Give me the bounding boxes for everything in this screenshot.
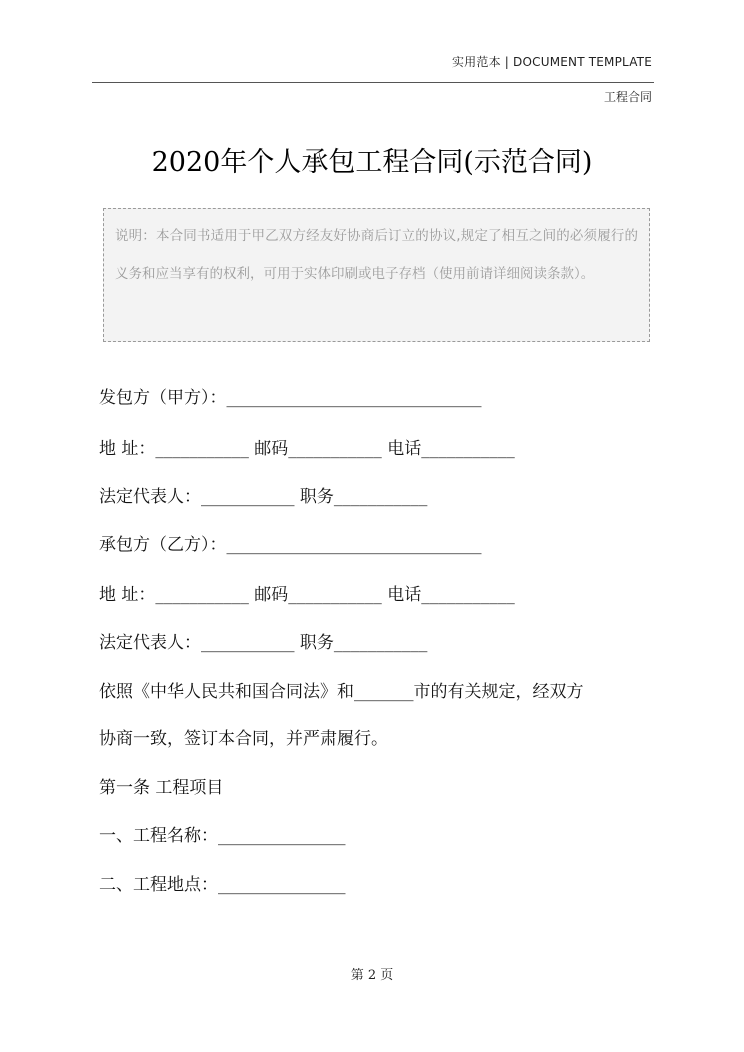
project-location-line: 二、工程地点：_______________ (99, 875, 346, 895)
party-b-address-line: 地 址：___________ 邮码___________ 电话___________ (99, 585, 515, 605)
party-a-address-line: 地 址：___________ 邮码___________ 电话___________ (99, 439, 515, 459)
header-divider (92, 82, 654, 83)
party-b-line: 承包方（乙方）：______________________________ (99, 535, 482, 555)
instruction-note-text: 说明：本合同书适用于甲乙双方经友好协商后订立的协议,规定了相互之间的必须履行的义务和应当享有的权利，可用于实体印刷或电子存档（使用前请详细阅读条款）。 (115, 228, 638, 282)
party-a-line: 发包方（甲方）：______________________________ (99, 388, 482, 408)
document-template-label: 实用范本 | DOCUMENT TEMPLATE (451, 55, 652, 69)
agreement-line: 协商一致，签订本合同，并严肃履行。 (99, 729, 388, 749)
page-number: 第 2 页 (350, 968, 394, 983)
legal-basis-line: 依照《中华人民共和国合同法》和_______市的有关规定，经双方 (99, 682, 584, 702)
project-name-line: 一、工程名称：_______________ (99, 826, 346, 846)
party-b-representative-line: 法定代表人：___________ 职务___________ (99, 633, 428, 653)
article-one-heading: 第一条 工程项目 (99, 778, 224, 798)
document-title: 2020年个人承包工程合同(示范合同) (151, 147, 593, 178)
instruction-note-box (103, 208, 650, 342)
document-category-label: 工程合同 (603, 90, 652, 104)
party-a-representative-line: 法定代表人：___________ 职务___________ (99, 487, 428, 507)
